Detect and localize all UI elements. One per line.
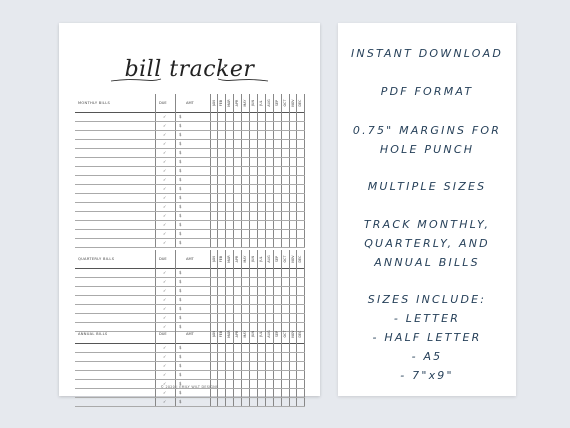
due-check-mark: ✓ — [163, 114, 167, 119]
dollar-sign: $ — [179, 270, 182, 275]
feature-multiple-sizes: MULTIPLE SIZES — [367, 180, 487, 193]
feature-margins-line2: HOLE PUNCH — [379, 143, 475, 156]
sizes-heading: SIZES INCLUDE: — [367, 293, 487, 306]
dollar-sign: $ — [179, 240, 182, 245]
dollar-sign: $ — [179, 195, 182, 200]
table-row — [75, 238, 305, 248]
due-check-mark: ✓ — [163, 270, 167, 275]
dollar-sign: $ — [179, 354, 182, 359]
month-header-sep: SEP — [274, 99, 279, 107]
due-check-mark: ✓ — [163, 324, 167, 329]
dollar-sign: $ — [179, 114, 182, 119]
due-check-mark: ✓ — [163, 399, 167, 404]
dollar-sign: $ — [179, 399, 182, 404]
due-check-mark: ✓ — [163, 222, 167, 227]
feature-instant-download: INSTANT DOWNLOAD — [350, 47, 503, 60]
month-header-aug: AUG — [266, 99, 271, 107]
month-header-apr: APR — [235, 330, 240, 338]
month-header-mar: MAR — [227, 255, 232, 263]
month-header-jan: JAN — [211, 100, 216, 106]
month-header-oct: OCT — [282, 255, 287, 263]
due-check-mark: ✓ — [163, 177, 167, 182]
month-header-feb: FEB — [219, 255, 224, 263]
amount-column-header: AMT — [186, 257, 194, 261]
feature-track-line1: TRACK MONTHLY, — [363, 218, 491, 231]
size-7x9: - 7"x9" — [400, 369, 454, 382]
due-check-mark: ✓ — [163, 315, 167, 320]
due-check-mark: ✓ — [163, 363, 167, 368]
dollar-sign: $ — [179, 372, 182, 377]
due-check-mark: ✓ — [163, 297, 167, 302]
month-header-jun: JUN — [251, 100, 255, 106]
dollar-sign: $ — [179, 141, 182, 146]
due-check-mark: ✓ — [163, 354, 167, 359]
month-header-apr: APR — [235, 255, 240, 263]
month-header-may: MAY — [243, 255, 248, 263]
due-check-mark: ✓ — [163, 132, 167, 137]
due-check-mark: ✓ — [163, 123, 167, 128]
dollar-sign: $ — [179, 204, 182, 209]
month-header-feb: FEB — [219, 330, 224, 338]
section-label: MONTHLY BILLS — [78, 101, 111, 105]
dollar-sign: $ — [179, 132, 182, 137]
due-check-mark: ✓ — [163, 306, 167, 311]
due-check-mark: ✓ — [163, 390, 167, 395]
month-header-mar: MAR — [227, 99, 232, 107]
month-header-sep: SEP — [274, 255, 279, 263]
dollar-sign: $ — [179, 288, 182, 293]
dollar-sign: $ — [179, 306, 182, 311]
due-check-mark: ✓ — [163, 204, 167, 209]
dollar-sign: $ — [179, 324, 182, 329]
feature-track-line3: ANNUAL BILLS — [374, 256, 480, 269]
feature-margins-line1: 0.75" MARGINS FOR — [352, 124, 502, 137]
dollar-sign: $ — [179, 186, 182, 191]
month-header-may: MAY — [243, 330, 248, 338]
due-check-mark: ✓ — [163, 213, 167, 218]
dollar-sign: $ — [179, 390, 182, 395]
month-header-mar: MAR — [227, 330, 232, 338]
month-header-jul: JUL — [258, 331, 263, 337]
section-quarterly-bills — [75, 250, 305, 331]
planner-sheet-preview — [59, 23, 320, 404]
table-header — [75, 94, 305, 113]
due-check-mark: ✓ — [163, 372, 167, 377]
feature-pdf-format: PDF FORMAT — [380, 85, 474, 98]
due-check-mark: ✓ — [163, 288, 167, 293]
dollar-sign: $ — [179, 168, 182, 173]
amount-column-header: AMT — [186, 332, 194, 336]
due-check-mark: ✓ — [163, 168, 167, 173]
month-header-oct: OCT — [282, 99, 287, 107]
section-label: QUARTERLY BILLS — [78, 257, 115, 261]
amount-column-header: AMT — [186, 101, 194, 105]
due-check-mark: ✓ — [163, 240, 167, 245]
dollar-sign: $ — [179, 150, 182, 155]
dollar-sign: $ — [179, 177, 182, 182]
table-header — [75, 250, 305, 269]
month-header-aug: AUG — [266, 330, 271, 338]
sheet-title: bill tracker — [124, 57, 255, 82]
month-header-oct: OCT — [282, 330, 287, 338]
dollar-sign: $ — [179, 222, 182, 227]
dollar-sign: $ — [179, 363, 182, 368]
section-label: ANNUAL BILLS — [78, 332, 108, 336]
month-header-jun: JUN — [251, 256, 255, 262]
due-column-header: DUE — [159, 332, 167, 336]
month-header-aug: AUG — [266, 255, 271, 263]
dollar-sign: $ — [179, 231, 182, 236]
due-column-header: DUE — [159, 257, 167, 261]
dollar-sign: $ — [179, 279, 182, 284]
month-header-dec: DEC — [298, 99, 303, 107]
month-header-nov: NOV — [290, 330, 295, 338]
month-header-jul: JUL — [258, 100, 263, 106]
due-check-mark: ✓ — [163, 279, 167, 284]
month-header-jan: JAN — [211, 331, 216, 337]
due-check-mark: ✓ — [163, 231, 167, 236]
features-panel — [338, 23, 516, 396]
dollar-sign: $ — [179, 345, 182, 350]
dollar-sign: $ — [179, 381, 182, 386]
size-half-letter: - HALF LETTER — [372, 331, 482, 344]
due-check-mark: ✓ — [163, 345, 167, 350]
due-check-mark: ✓ — [163, 150, 167, 155]
size-a5: - A5 — [411, 350, 443, 363]
month-header-nov: NOV — [290, 99, 295, 107]
feature-track-line2: QUARTERLY, AND — [364, 237, 490, 250]
section-annual-bills — [75, 325, 305, 406]
month-header-nov: NOV — [290, 255, 295, 263]
table-header — [75, 325, 305, 344]
dollar-sign: $ — [179, 297, 182, 302]
dollar-sign: $ — [179, 315, 182, 320]
month-header-sep: SEP — [274, 330, 279, 338]
section-monthly-bills — [75, 94, 305, 247]
month-header-jun: JUN — [251, 331, 255, 337]
due-check-mark: ✓ — [163, 141, 167, 146]
due-check-mark: ✓ — [163, 381, 167, 386]
due-check-mark: ✓ — [163, 159, 167, 164]
month-header-jul: JUL — [258, 256, 263, 262]
dollar-sign: $ — [179, 159, 182, 164]
due-check-mark: ✓ — [163, 186, 167, 191]
dollar-sign: $ — [179, 123, 182, 128]
month-header-jan: JAN — [211, 256, 216, 262]
size-letter: - LETTER — [393, 312, 461, 325]
month-header-dec: DEC — [298, 330, 303, 338]
due-check-mark: ✓ — [163, 195, 167, 200]
copyright-text: © 2020 | EMILY WILT DESIGNS — [160, 385, 219, 389]
table-row — [75, 397, 305, 407]
dollar-sign: $ — [179, 213, 182, 218]
month-header-apr: APR — [235, 99, 240, 107]
month-header-feb: FEB — [219, 99, 224, 107]
month-header-dec: DEC — [298, 255, 303, 263]
due-column-header: DUE — [159, 101, 167, 105]
month-header-may: MAY — [243, 99, 248, 107]
